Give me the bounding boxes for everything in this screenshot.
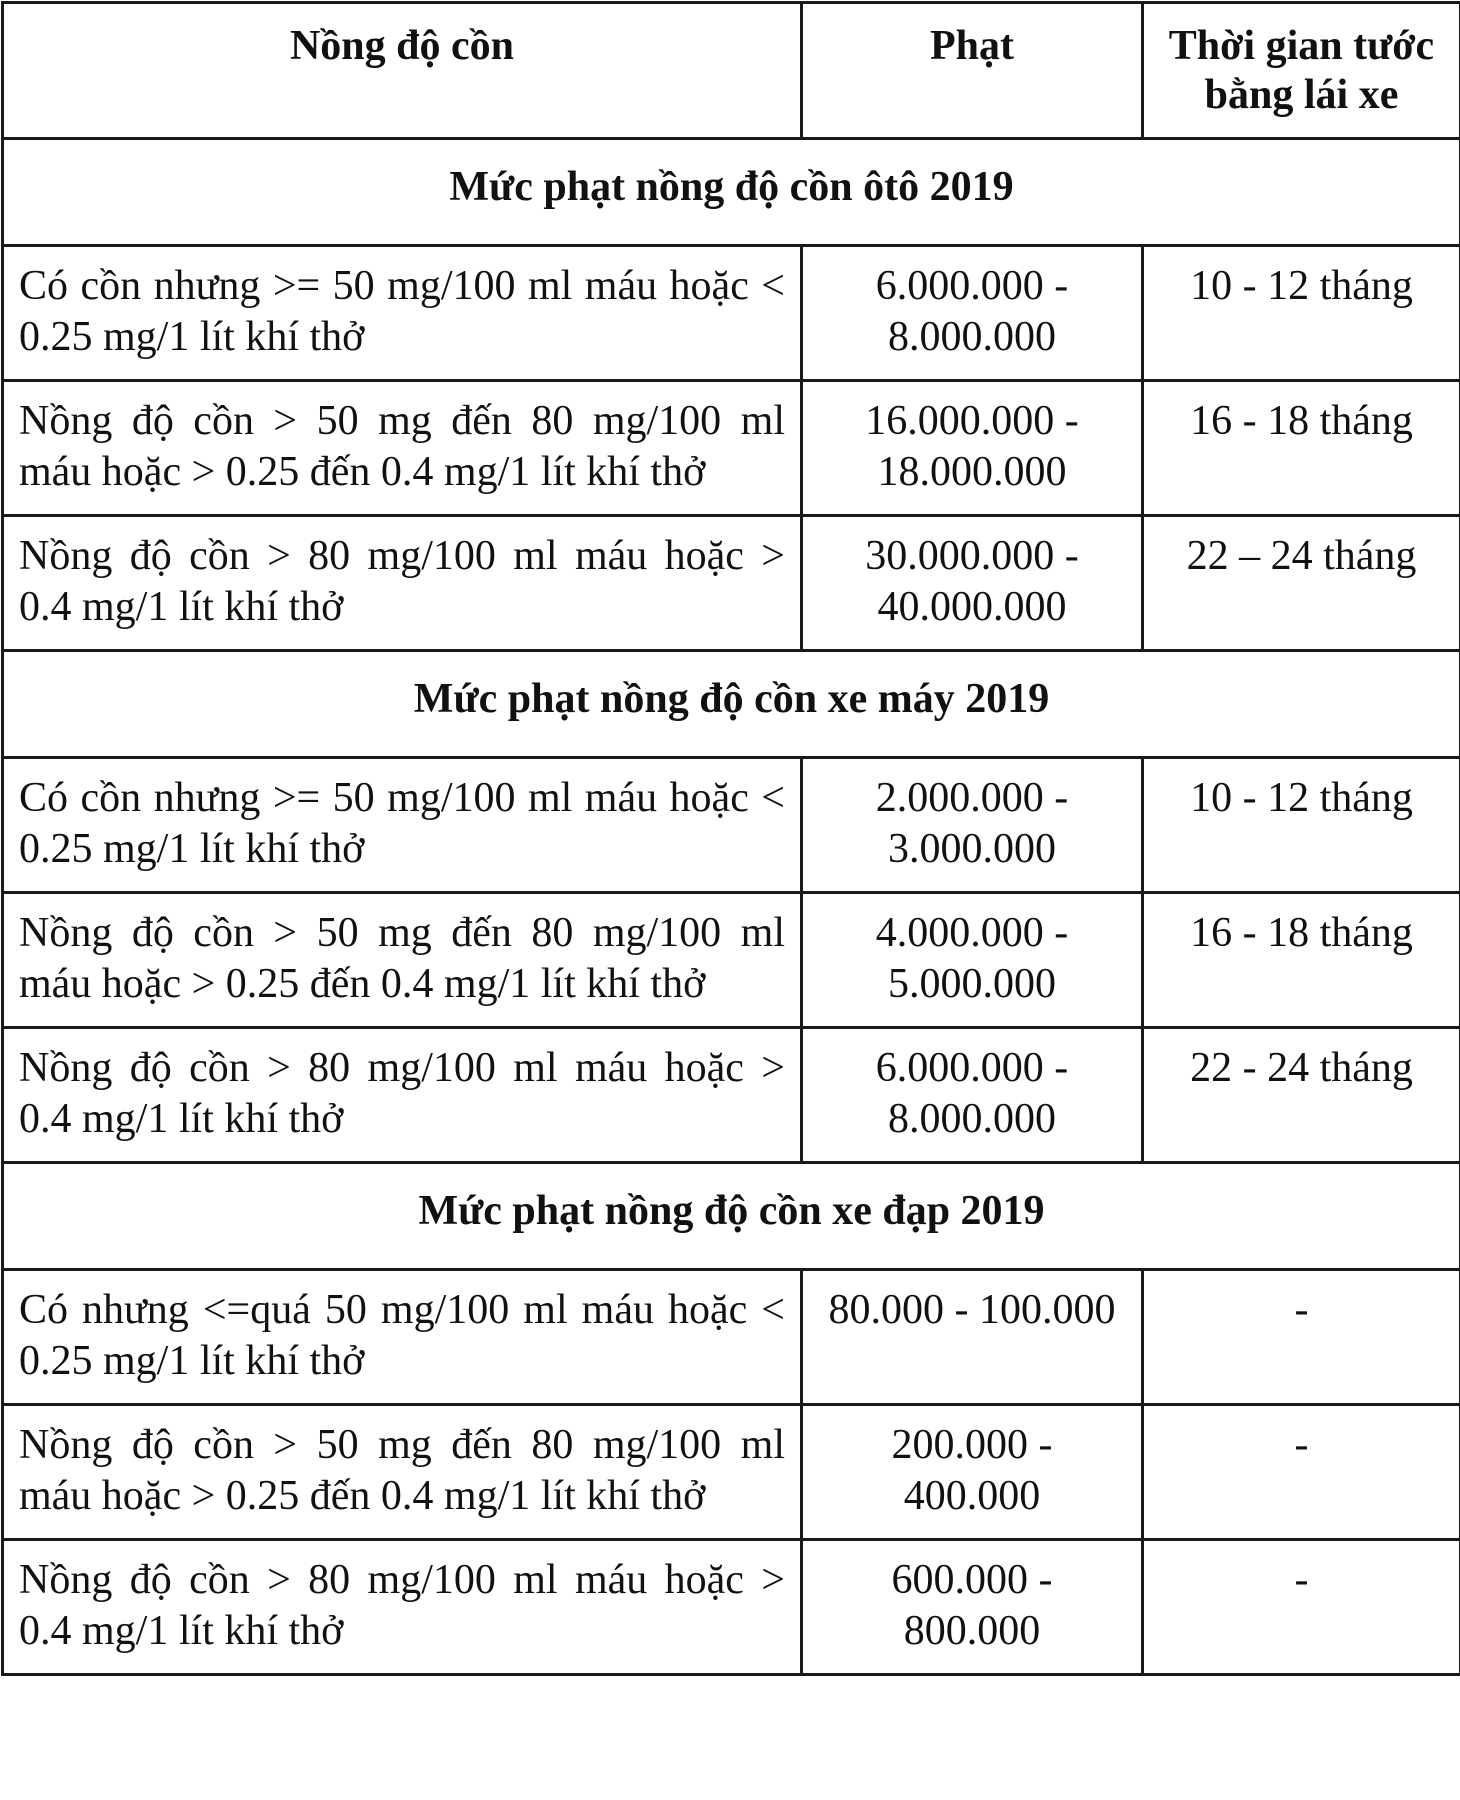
table-row [3,381,1460,516]
suspension-cell: 10 - 12 tháng [1143,246,1460,381]
section-row-bicycle [3,1163,1460,1270]
header-concentration: Nồng độ cồn [3,3,802,139]
condition-cell: Nồng độ cồn > 50 mg đến 80 mg/100 ml máu hoặc > 0.25 đến 0.4 mg/1 lít khí thở [3,381,802,516]
header-fine: Phạt [802,3,1143,139]
fine-cell: 2.000.000 - 3.000.000 [802,758,1143,893]
suspension-cell: 16 - 18 tháng [1143,381,1460,516]
table-header-row [3,3,1460,139]
suspension-cell: 22 - 24 tháng [1143,1028,1460,1163]
condition-cell: Nồng độ cồn > 80 mg/100 ml máu hoặc > 0.4 mg/1 lít khí thở [3,1540,802,1675]
fine-cell: 16.000.000 - 18.000.000 [802,381,1143,516]
fine-cell: 4.000.000 - 5.000.000 [802,893,1143,1028]
condition-cell: Có cồn nhưng >= 50 mg/100 ml máu hoặc < 0.25 mg/1 lít khí thở [3,246,802,381]
suspension-cell: 10 - 12 tháng [1143,758,1460,893]
fine-cell: 600.000 - 800.000 [802,1540,1143,1675]
section-title-motorbike: Mức phạt nồng độ cồn xe máy 2019 [3,651,1460,758]
table-row [3,1405,1460,1540]
section-row-motorbike [3,651,1460,758]
suspension-cell: - [1143,1270,1460,1405]
condition-cell: Nồng độ cồn > 80 mg/100 ml máu hoặc > 0.4 mg/1 lít khí thở [3,516,802,651]
table-row [3,246,1460,381]
suspension-cell: - [1143,1540,1460,1675]
suspension-cell: 16 - 18 tháng [1143,893,1460,1028]
table-row [3,758,1460,893]
table-row [3,516,1460,651]
fine-cell: 30.000.000 - 40.000.000 [802,516,1143,651]
fine-cell: 6.000.000 - 8.000.000 [802,1028,1143,1163]
table-row [3,1270,1460,1405]
section-row-car [3,139,1460,246]
condition-cell: Có cồn nhưng >= 50 mg/100 ml máu hoặc < 0.25 mg/1 lít khí thở [3,758,802,893]
table-row [3,1028,1460,1163]
condition-cell: Nồng độ cồn > 50 mg đến 80 mg/100 ml máu hoặc > 0.25 đến 0.4 mg/1 lít khí thở [3,1405,802,1540]
condition-cell: Nồng độ cồn > 80 mg/100 ml máu hoặc > 0.4 mg/1 lít khí thở [3,1028,802,1163]
section-title-car: Mức phạt nồng độ cồn ôtô 2019 [3,139,1460,246]
alcohol-fine-table [1,1,1460,1676]
condition-cell: Có nhưng <=quá 50 mg/100 ml máu hoặc < 0.25 mg/1 lít khí thở [3,1270,802,1405]
fine-cell: 200.000 - 400.000 [802,1405,1143,1540]
suspension-cell: 22 – 24 tháng [1143,516,1460,651]
table-row [3,893,1460,1028]
section-title-bicycle: Mức phạt nồng độ cồn xe đạp 2019 [3,1163,1460,1270]
header-suspension: Thời gian tước bằng lái xe [1143,3,1460,139]
condition-cell: Nồng độ cồn > 50 mg đến 80 mg/100 ml máu hoặc > 0.25 đến 0.4 mg/1 lít khí thở [3,893,802,1028]
fine-cell: 80.000 - 100.000 [802,1270,1143,1405]
suspension-cell: - [1143,1405,1460,1540]
fine-cell: 6.000.000 - 8.000.000 [802,246,1143,381]
table-row [3,1540,1460,1675]
